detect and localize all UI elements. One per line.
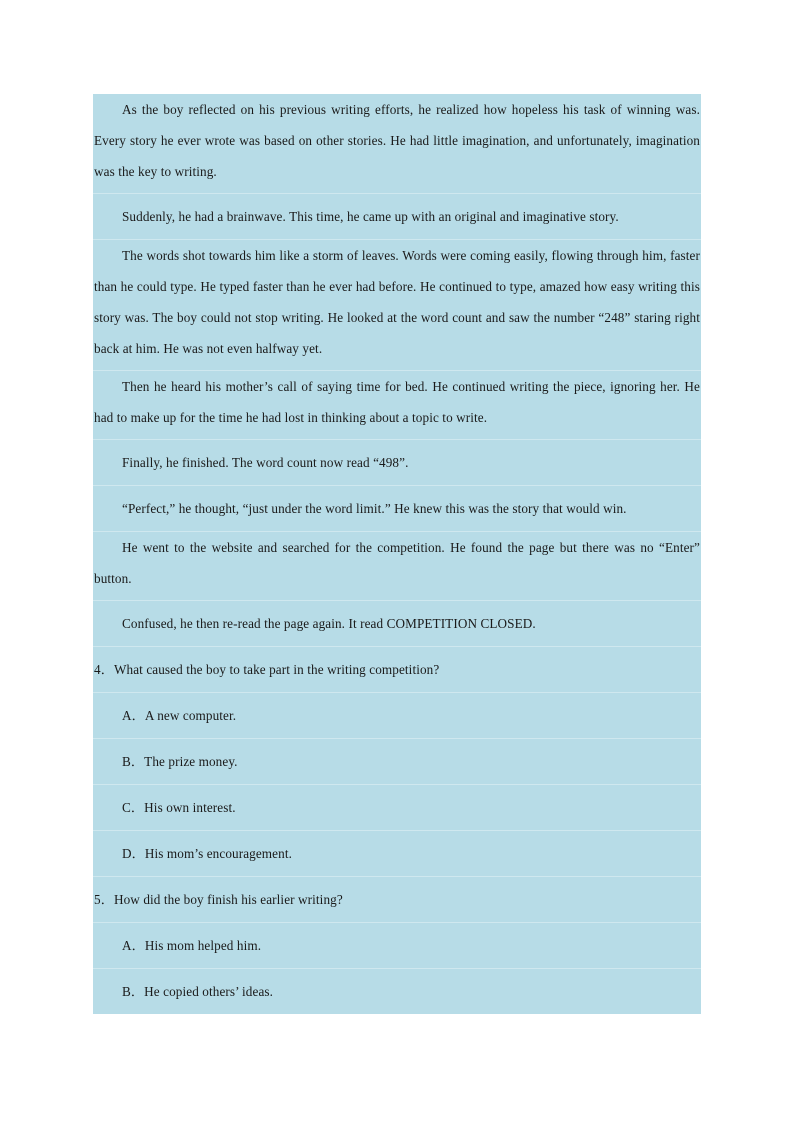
passage-paragraph [93,370,701,439]
question-5 [93,876,701,922]
passage-paragraph [93,193,701,239]
question-4 [93,646,701,692]
passage-paragraph [93,239,701,370]
option-row [93,830,701,876]
document-page [93,94,701,1014]
option-row [93,784,701,830]
question-stem: 4．What caused the boy to take part in the writing competition? [94,662,440,677]
option-row [93,922,701,968]
passage-paragraph [93,600,701,646]
paragraph-text: Confused, he then re-read the page again. It read COMPETITION CLOSED. [122,616,536,631]
passage-paragraph [93,531,701,600]
answer-option: C．His own interest. [122,800,236,815]
paragraph-text: Finally, he finished. The word count now read “498”. [122,455,409,470]
passage-paragraph [93,94,701,193]
option-row [93,968,701,1014]
paragraph-text: Suddenly, he had a brainwave. This time, he came up with an original and imaginative story. [122,209,619,224]
passage-paragraph [93,439,701,485]
answer-option: A．His mom helped him. [122,938,262,953]
answer-option: A．A new computer. [122,708,237,723]
passage-paragraph [93,485,701,531]
answer-option: D．His mom’s encouragement. [122,846,292,861]
option-row [93,738,701,784]
question-stem: 5．How did the boy finish his earlier writing? [94,892,343,907]
answer-option: B．He copied others’ ideas. [122,984,274,999]
paragraph-text: “Perfect,” he thought, “just under the word limit.” He knew this was the story that would win. [122,501,627,516]
paragraph-text: As the boy reflected on his previous writing efforts, he realized how hopeless his task of winning was. Every story he ever wrote was based on other stories. He had little imagination, and unfortunately, imagination was the key to writing. [94,102,700,179]
answer-option: B．The prize money. [122,754,238,769]
paragraph-text: The words shot towards him like a storm of leaves. Words were coming easily, flowing through him, faster than he could type. He typed faster than he ever had before. He continued to type, amazed how easy writing this story was. The boy could not stop writing. He looked at the word count and saw the number “248” staring right back at him. He was not even halfway yet. [94,248,700,356]
paragraph-text: Then he heard his mother’s call of saying time for bed. He continued writing the piece, ignoring her. He had to make up for the time he had lost in thinking about a topic to write. [94,379,700,425]
option-row [93,692,701,738]
paragraph-text: He went to the website and searched for the competition. He found the page but there was no “Enter” button. [94,540,700,586]
